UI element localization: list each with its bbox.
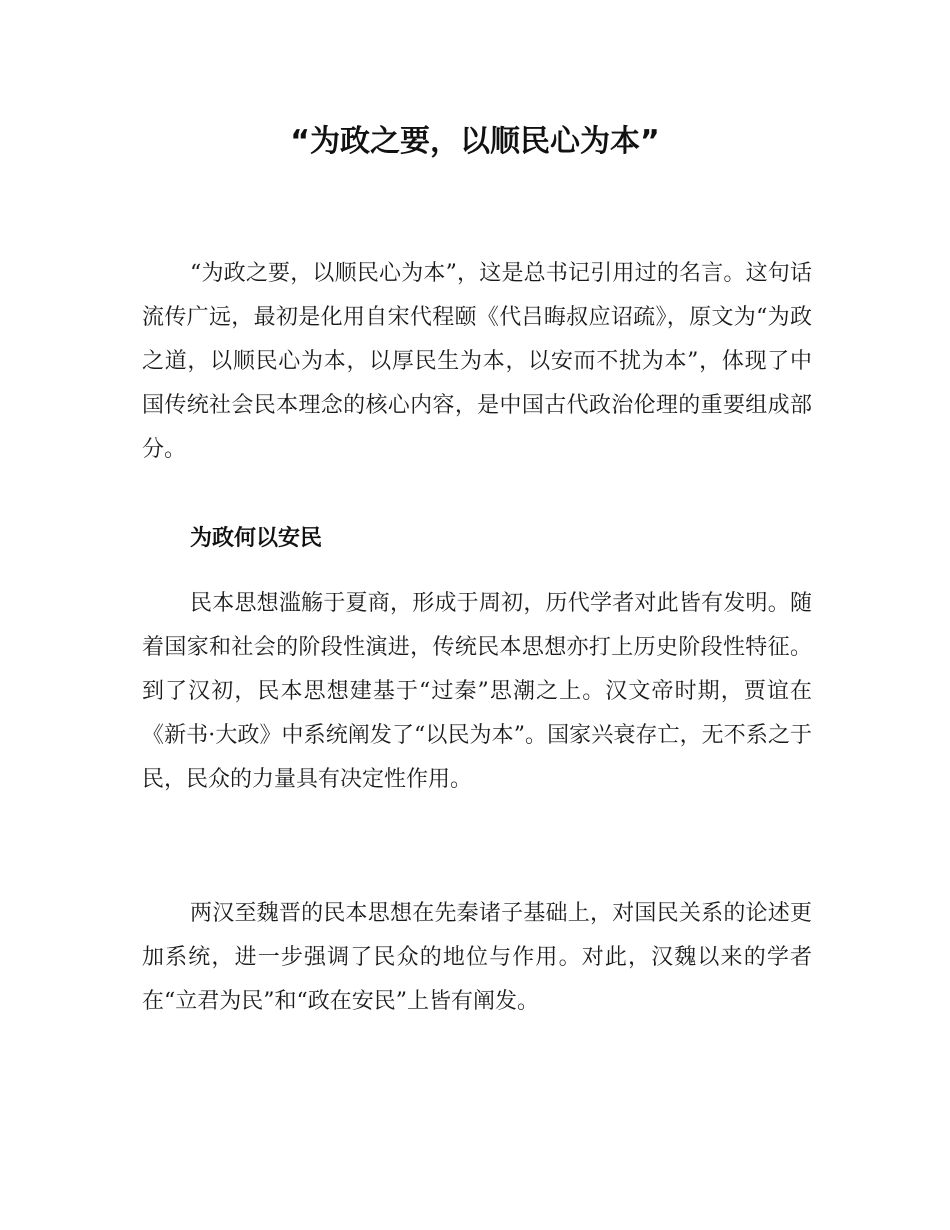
document-title: “为政之要，以顺民心为本” — [290, 124, 660, 159]
intro-paragraph: “为政之要，以顺民心为本”，这是总书记引用过的名言。这句话流传广远，最初是化用自宋代程颐《代吕晦叔应诏疏》，原文为“为政之道，以顺民心为本，以厚民生为本，以安而不扰为本”，体现了中国传统社会民本理念的核心内容，是中国古代政治伦理的重要组成部分。 — [142, 261, 812, 462]
body-paragraph-3: 两汉至魏晋的民本思想在先秦诸子基础上，对国民关系的论述更加系统，进一步强调了民众的地位与作用。对此，汉魏以来的学者在“立君为民”和“政在安民”上皆有阐发。 — [142, 901, 812, 1014]
body-paragraph-2: 民本思想滥觞于夏商，形成于周初，历代学者对此皆有发明。随着国家和社会的阶段性演进，传统民本思想亦打上历史阶段性特征。到了汉初，民本思想建基于“过秦”思潮之上。汉文帝时期，贾谊在《新书·大政》中系统阐发了“以民为本”。国家兴衰存亡，无不系之于民，民众的力量具有决定性作用。 — [142, 591, 812, 792]
section-heading: 为政何以安民 — [190, 526, 323, 551]
